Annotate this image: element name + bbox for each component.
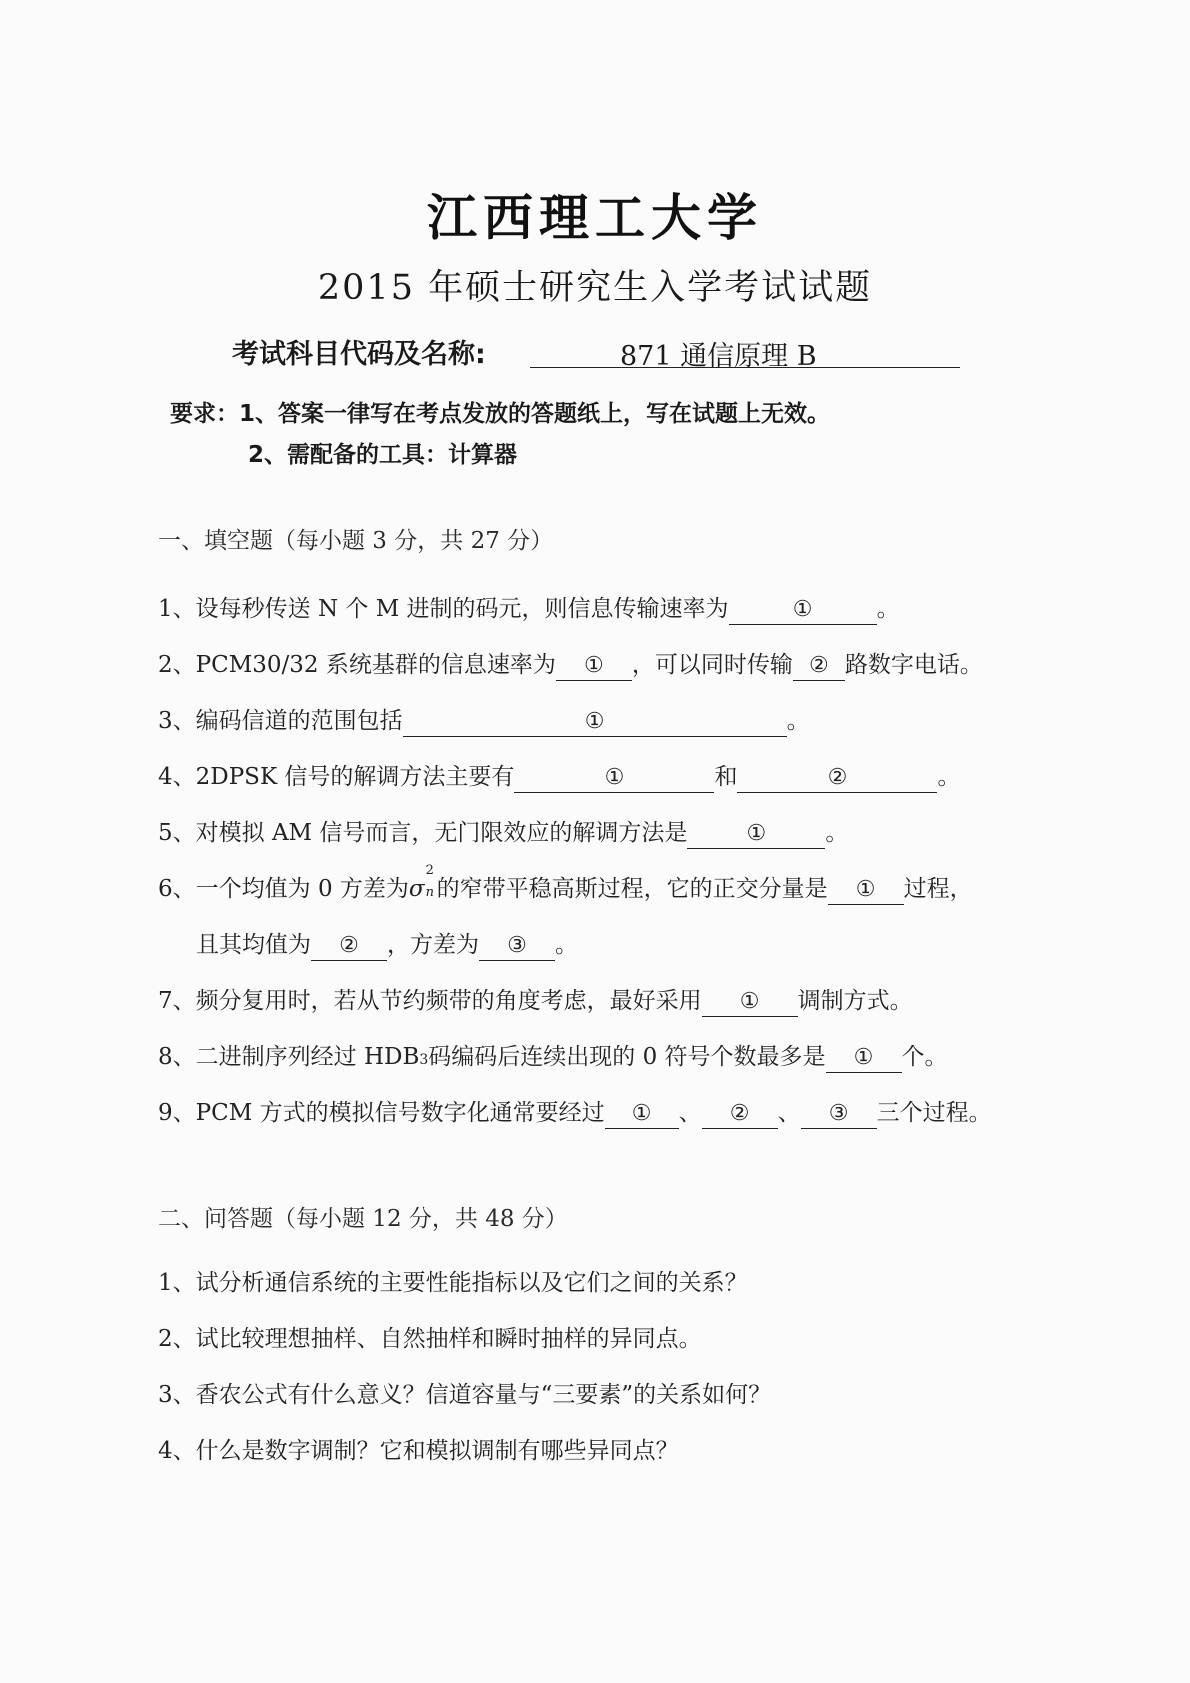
answer-blank: ③ — [801, 1100, 877, 1129]
question-text: ，可以同时传输 — [631, 652, 793, 678]
question-1-1 — [158, 590, 900, 625]
answer-blank: ① — [514, 764, 714, 793]
answer-blank: ① — [826, 1044, 902, 1073]
question-1-5 — [158, 814, 848, 849]
requirement-item-1: 1、答案一律写在考点发放的答题纸上，写在试题上无效。 — [239, 401, 831, 427]
university-title: 江西理工大学 — [427, 189, 763, 247]
answer-blank: ② — [702, 1100, 778, 1129]
question-text: 。 — [825, 820, 849, 846]
question-text: 6、一个均值为 0 方差为 — [158, 876, 409, 902]
question-text: 个。 — [901, 1044, 948, 1070]
question-text: ，方差为 — [387, 932, 479, 958]
question-1-9 — [158, 1094, 992, 1129]
question-text: 三个过程。 — [876, 1100, 992, 1126]
question-1-4 — [158, 758, 960, 793]
question-1-7 — [158, 982, 913, 1017]
answer-blank: ① — [556, 652, 632, 681]
question-text: 调制方式。 — [797, 988, 913, 1014]
question-text: 。 — [876, 596, 900, 622]
question-1-6-line-2 — [196, 926, 578, 961]
exam-title: 2015 年硕士研究生入学考试试题 — [317, 268, 873, 308]
requirements-line-1 — [170, 395, 830, 428]
question-2-1: 1、试分析通信系统的主要性能指标以及它们之间的关系？ — [158, 1270, 748, 1296]
question-text: 9、PCM 方式的模拟信号数字化通常要经过 — [158, 1100, 605, 1126]
answer-blank: ③ — [479, 932, 555, 961]
question-2-4: 4、什么是数字调制？它和模拟调制有哪些异同点？ — [158, 1438, 679, 1464]
superscript: 2 — [425, 863, 434, 878]
question-1-8 — [158, 1038, 948, 1073]
answer-blank: ② — [737, 764, 937, 793]
question-text: 、 — [777, 1100, 801, 1126]
question-text: 2、PCM30/32 系统基群的信息速率为 — [158, 652, 556, 678]
question-text: 。 — [786, 708, 810, 734]
answer-blank: ① — [687, 820, 825, 849]
answer-blank: ① — [828, 876, 904, 905]
question-text: 的窄带平稳高斯过程，它的正交分量是 — [436, 876, 828, 902]
answer-blank: ② — [311, 932, 387, 961]
question-2-2: 2、试比较理想抽样、自然抽样和瞬时抽样的异同点。 — [158, 1326, 702, 1352]
subscript: n — [425, 885, 434, 900]
question-text: 、 — [678, 1100, 702, 1126]
question-text: 8、二进制序列经过 HDB — [158, 1044, 420, 1070]
requirement-item-2: 2、需配备的工具：计算器 — [248, 442, 518, 468]
answer-blank: ② — [793, 652, 845, 681]
subject-value: 871 通信原理 B — [530, 334, 960, 368]
answer-blank: ① — [729, 596, 877, 625]
subject-label: 考试科目代码及名称: — [232, 339, 486, 370]
question-1-6 — [158, 863, 973, 905]
answer-blank: ① — [702, 988, 798, 1017]
subscript: 3 — [419, 1052, 429, 1068]
requirements-label: 要求： — [170, 401, 239, 427]
section-2-heading: 二、问答题（每小题 12 分，共 48 分） — [158, 1206, 568, 1232]
question-text: 7、频分复用时，若从节约频带的角度考虑，最好采用 — [158, 988, 702, 1014]
question-text: 过程， — [903, 876, 973, 902]
question-text: 3、编码信道的范围包括 — [158, 708, 403, 734]
sigma-symbol: σ — [408, 876, 425, 902]
answer-blank: ① — [403, 708, 787, 737]
question-text: 。 — [937, 764, 961, 790]
question-text: 码编码后连续出现的 0 符号个数最多是 — [428, 1044, 826, 1070]
question-text: 4、2DPSK 信号的解调方法主要有 — [158, 764, 515, 790]
question-1-2 — [158, 646, 983, 681]
sigma-scripts — [425, 863, 437, 900]
question-text: 路数字电话。 — [844, 652, 983, 678]
answer-blank: ① — [605, 1100, 679, 1129]
question-text: 。 — [555, 932, 578, 958]
question-text: 1、设每秒传送 N 个 M 进制的码元，则信息传输速率为 — [158, 596, 729, 622]
question-text: 且其均值为 — [196, 932, 311, 958]
question-2-3: 3、香农公式有什么意义？信道容量与“三要素”的关系如何？ — [158, 1382, 772, 1408]
question-text: 5、对模拟 AM 信号而言，无门限效应的解调方法是 — [158, 820, 688, 846]
question-1-3 — [158, 702, 810, 737]
question-text: 和 — [714, 764, 738, 790]
section-1-heading: 一、填空题（每小题 3 分，共 27 分） — [158, 528, 554, 554]
